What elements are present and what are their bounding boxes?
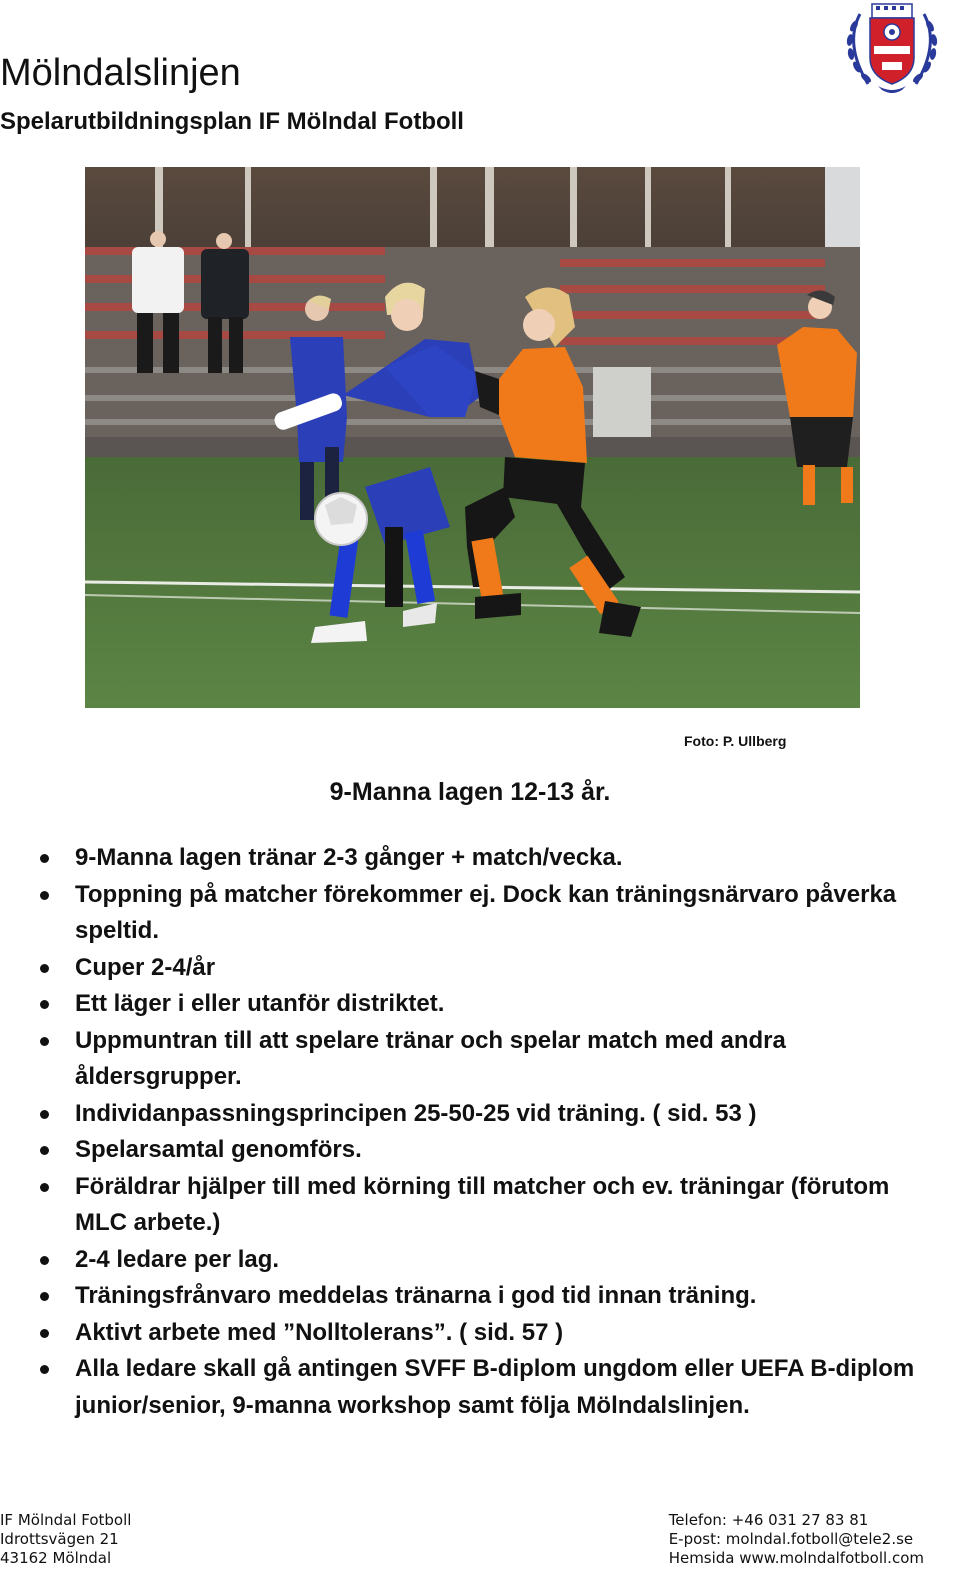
football-match-photo [85, 167, 860, 708]
document-title: Mölndalslinjen [0, 52, 241, 94]
list-item: Individanpassningsprincipen 25-50-25 vid träning. ( sid. 53 ) [0, 1096, 940, 1133]
footer-contact [669, 1511, 924, 1568]
list-item: Aktivt arbete med ”Nolltolerans”. ( sid. 57 ) [0, 1315, 940, 1352]
list-item: 9-Manna lagen tränar 2-3 gånger + match/vecka. [0, 840, 940, 877]
footer-phone: Telefon: +46 031 27 83 81 [668, 1511, 869, 1529]
list-item: Ett läger i eller utanför distriktet. [0, 986, 940, 1023]
section-heading: 9-Manna lagen 12-13 år. [329, 778, 611, 806]
photo-credit: Foto: P. Ullberg [684, 733, 787, 749]
club-crest-icon [838, 0, 946, 96]
list-item: Cuper 2-4/år [0, 950, 940, 987]
bullet-list [0, 840, 940, 1424]
footer-address [0, 1511, 131, 1568]
footer-postal: 43162 Mölndal [0, 1549, 112, 1567]
footer-club-name: IF Mölndal Fotboll [0, 1511, 132, 1529]
footer-website: Hemsida www.molndalfotboll.com [668, 1549, 924, 1567]
list-item: Föräldrar hjälper till med körning till matcher och ev. träningar (förutom MLC arbete.) [0, 1169, 940, 1242]
list-item: Alla ledare skall gå antingen SVFF B-diplom ungdom eller UEFA B-diplom junior/senior, 9-manna workshop samt följa Mölndalslinjen. [0, 1351, 940, 1424]
list-item: Toppning på matcher förekommer ej. Dock kan träningsnärvaro påverka speltid. [0, 877, 940, 950]
list-item: Uppmuntran till att spelare tränar och spelar match med andra åldersgrupper. [0, 1023, 940, 1096]
list-item: Träningsfrånvaro meddelas tränarna i god tid innan träning. [0, 1278, 940, 1315]
footer-email: E-post: molndal.fotboll@tele2.se [668, 1530, 914, 1548]
list-item: Spelarsamtal genomförs. [0, 1132, 940, 1169]
document-subtitle: Spelarutbildningsplan IF Mölndal Fotboll [0, 108, 464, 135]
footer-street: Idrottsvägen 21 [0, 1530, 119, 1548]
list-item: 2-4 ledare per lag. [0, 1242, 940, 1279]
